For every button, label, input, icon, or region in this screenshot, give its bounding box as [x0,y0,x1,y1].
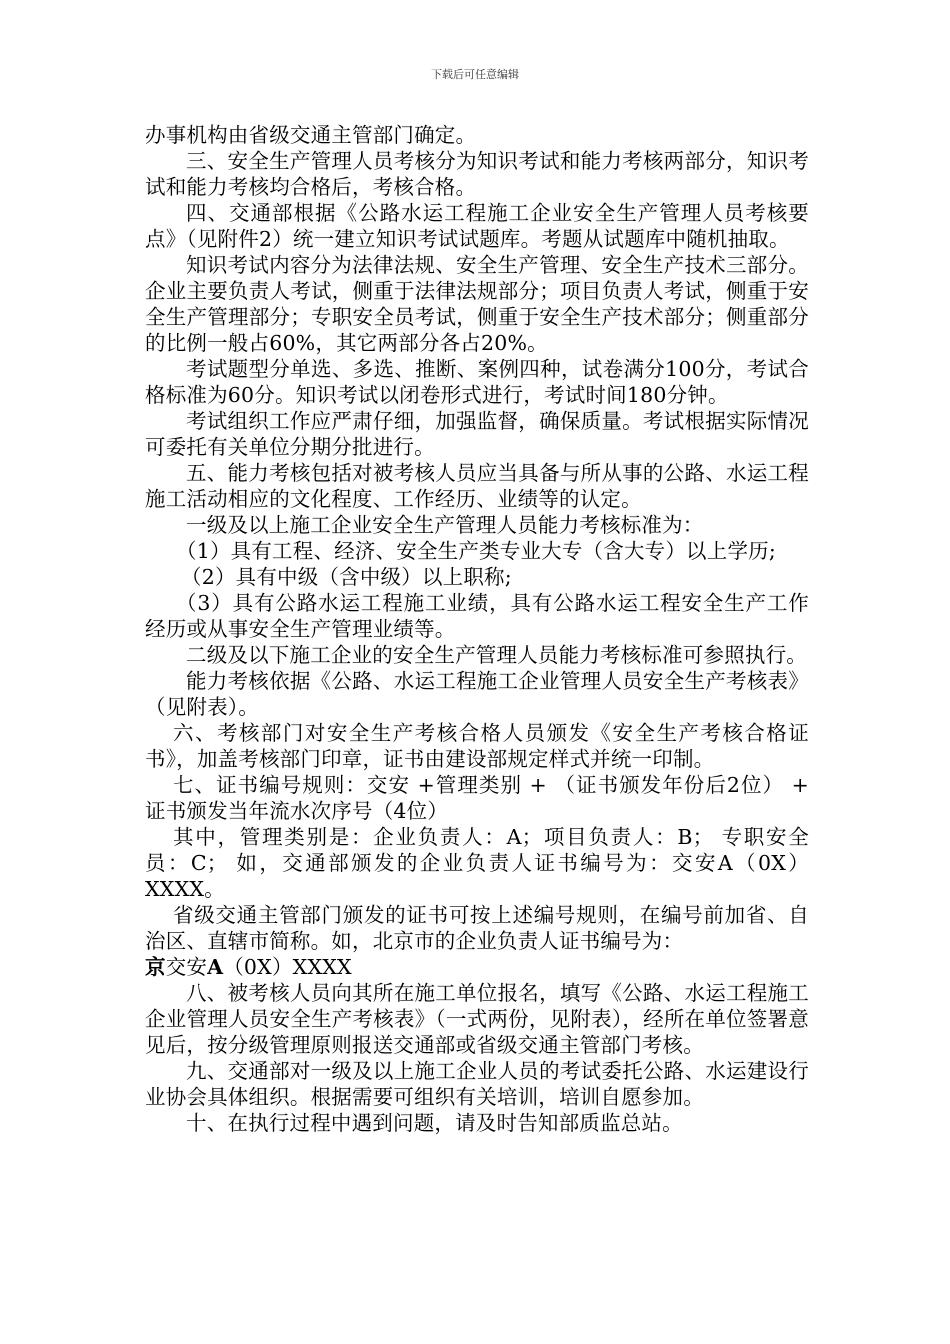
paragraph-criterion-3: （3）具有公路水运工程施工业绩，具有公路水运工程安全生产工作经历或从事安全生产管理业绩等。 [145,591,809,641]
paragraph-section-9: 九、交通部对一级及以上施工企业人员的考试委托公路、水运建设行业协会具体组织。根据需要可组织有关培训，培训自愿参加。 [145,1059,809,1109]
paragraph-section-8: 八、被考核人员向其所在施工单位报名，填写《公路、水运工程施工企业管理人员安全生产考核表》（一式两份，见附表），经所在单位签署意见后，按分级管理原则报送交通部或省级交通主管部门考核。 [145,981,809,1057]
page-header: 下载后可任意编辑 [431,68,519,81]
paragraph-exam-types: 考试题型分单选、多选、推断、案例四种，试卷满分100分，考试合格标准为60分。知识考试以闭卷形式进行，考试时间180分钟。 [145,357,809,407]
paragraph-assessment-basis: 能力考核依据《公路、水运工程施工企业管理人员安全生产考核表》（见附表）。 [145,669,809,719]
category-letter: A [207,955,224,979]
paragraph-section-10: 十、在执行过程中遇到问题，请及时告知部质监总站。 [186,1111,683,1135]
paragraph-exam-organization: 考试组织工作应严肃仔细，加强监督，确保质量。考试根据实际情况可委托有关单位分期分批进行。 [145,409,809,459]
paragraph-exam-content: 知识考试内容分为法律法规、安全生产管理、安全生产技术三部分。企业主要负责人考试，侧重于法律法规部分；项目负责人考试，侧重于安全生产管理部分；专职安全员考试，侧重于安全生产技术部分；侧重部分的比例一般占60%，其它两部分各占20%。 [145,253,809,355]
paragraph-section-6: 六、考核部门对安全生产考核合格人员颁发《安全生产考核合格证书》，加盖考核部门印章，证书由建设部规定样式并统一印制。 [145,721,809,771]
beijing-abbrev: 京 [145,955,166,979]
paragraph-0: 办事机构由省级交通主管部门确定。 [145,123,477,147]
paragraph-criterion-1: （1）具有工程、经济、安全生产类专业大专（含大专）以上学历; [176,539,776,563]
paragraph-section-3: 三、安全生产管理人员考核分为知识考试和能力考核两部分，知识考试和能力考核均合格后，考核合格。 [145,149,809,199]
document-body [145,122,809,1136]
paragraph-beijing-example [145,954,809,980]
paragraph-section-5: 五、能力考核包括对被考核人员应当具备与所从事的公路、水运工程施工活动相应的文化程度、工作经历、业绩等的认定。 [145,461,809,511]
paragraph-section-7: 七、证书编号规则：交安 +管理类别 + （证书颁发年份后2位） + 证书颁发当年流水次序号（4位） [145,773,809,823]
paragraph-category-codes: 其中，管理类别是：企业负责人：A；项目负责人：B； 专职安全员：C； 如，交通部颁发的企业负责人证书编号为：交安A（0X）XXXX。 [145,825,809,901]
paragraph-provincial-rules: 省级交通主管部门颁发的证书可按上述编号规则，在编号前加省、自治区、直辖市简称。如，北京市的企业负责人证书编号为： [145,903,809,953]
paragraph-section-4: 四、交通部根据《公路水运工程施工企业安全生产管理人员考核要点》（见附件2）统一建立知识考试试题库。考题从试题库中随机抽取。 [145,201,809,251]
paragraph-criterion-2: （2）具有中级（含中级）以上职称; [181,565,512,589]
paragraph-level-two-standard: 二级及以下施工企业的安全生产管理人员能力考核标准可参照执行。 [186,643,807,667]
certificate-prefix: 交安 [165,955,208,979]
certificate-suffix: （0X）XXXX [223,955,352,979]
paragraph-level-one-standard: 一级及以上施工企业安全生产管理人员能力考核标准为： [186,513,704,537]
